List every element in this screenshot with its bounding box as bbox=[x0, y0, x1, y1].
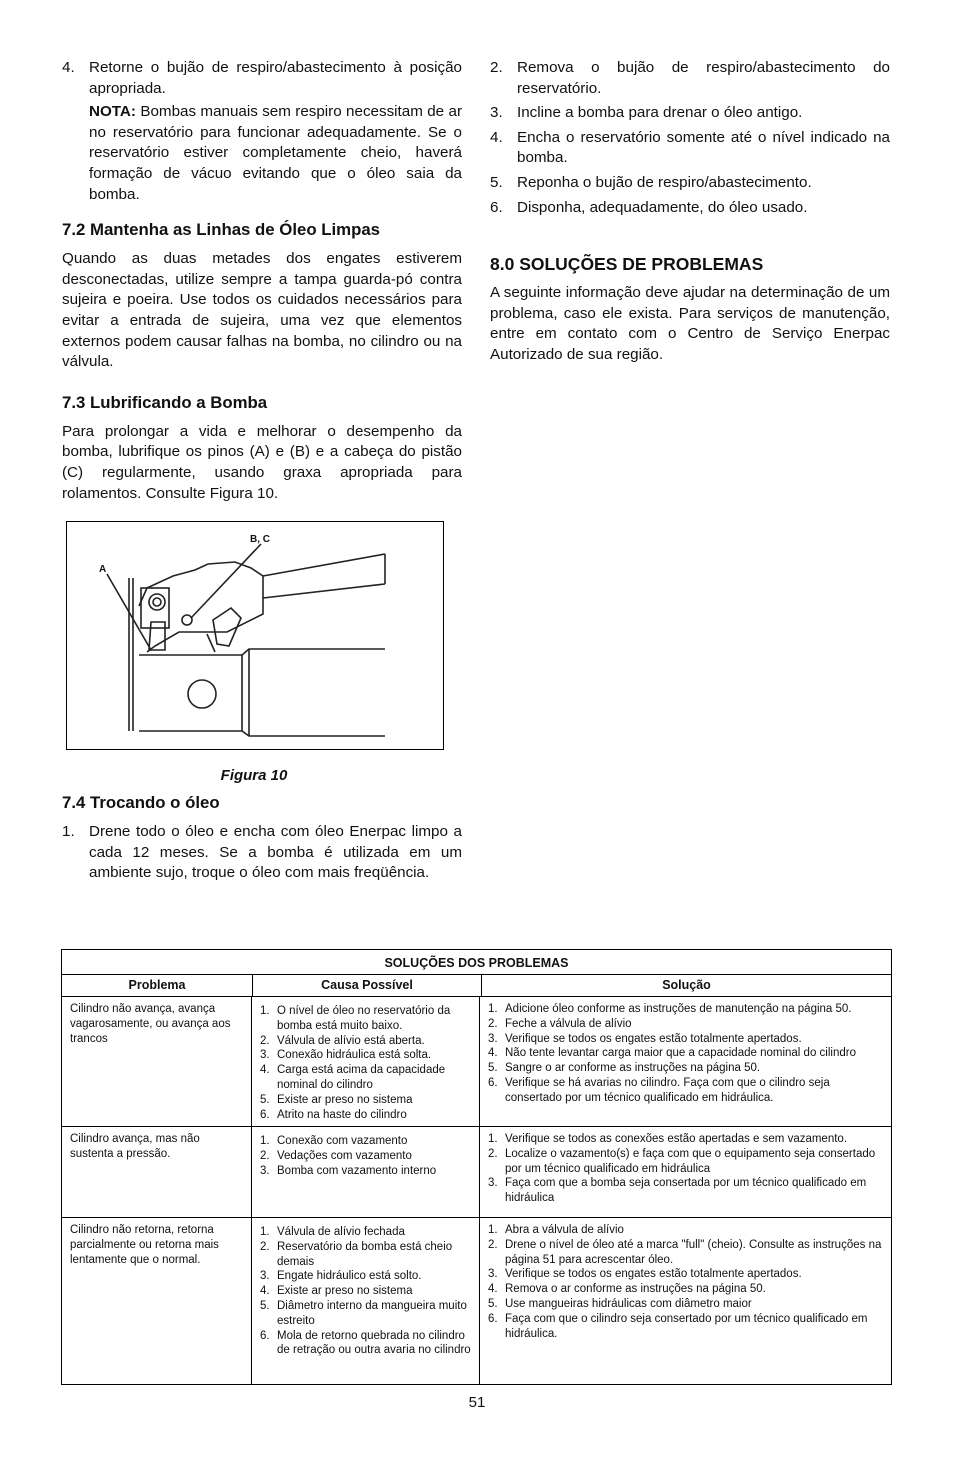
solution-item: 2. Feche a válvula de alívio bbox=[488, 1017, 632, 1030]
page-number: 51 bbox=[468, 1394, 486, 1411]
cause-cell bbox=[252, 1218, 480, 1384]
solution-item: 2. Drene o nível de óleo até a marca "full" (cheio). Consulte as instruções na página 51 para acrescentar óleo. bbox=[488, 1238, 882, 1266]
figure-10-pump-illustration bbox=[66, 521, 444, 750]
problem-cell: Cilindro avança, mas não sustenta a pressão. bbox=[62, 1127, 252, 1217]
solution-item: 1. Adicione óleo conforme as instruções de manutenção na página 50. bbox=[488, 1003, 852, 1015]
solution-item: 5. Use mangueiras hidráulicas com diâmetro maior bbox=[488, 1297, 752, 1310]
table-row bbox=[62, 1127, 891, 1218]
pump-drawing bbox=[67, 522, 443, 749]
list-item bbox=[62, 58, 462, 99]
note-paragraph bbox=[89, 102, 462, 205]
list-number: 6. bbox=[490, 198, 503, 216]
list-text: Encha o reservatório somente até o nível indicado na bomba. bbox=[517, 128, 890, 167]
cause-item: 3. Conexão hidráulica está solta. bbox=[260, 1049, 432, 1062]
solution-item: 4. Não tente levantar carga maior que a capacidade nominal do cilindro bbox=[488, 1047, 856, 1060]
cause-item: 2. Válvula de alívio está aberta. bbox=[260, 1034, 425, 1047]
list-text: Reponha o bujão de respiro/abastecimento. bbox=[517, 173, 812, 191]
list-item bbox=[490, 173, 890, 194]
figure-caption: Figura 10 bbox=[220, 767, 288, 785]
list-text: Remova o bujão de respiro/abastecimento do reservatório. bbox=[517, 59, 890, 97]
cause-item: 3. Bomba com vazamento interno bbox=[260, 1164, 437, 1177]
list-number: 4. bbox=[490, 128, 503, 146]
note-label: NOTA: bbox=[89, 103, 136, 121]
problem-cell: Cilindro não retorna, retorna parcialmente ou retorna mais lentamente que o normal. bbox=[62, 1218, 252, 1384]
column-header-problem: Problema bbox=[62, 975, 253, 996]
cause-cell bbox=[252, 997, 480, 1126]
solution-item: 6. Faça com que o cilindro seja consertado por um técnico qualificado em hidráulica. bbox=[488, 1312, 868, 1340]
solution-item: 3. Verifique se todos os engates estão totalmente apertados. bbox=[488, 1032, 802, 1045]
solution-item: 2. Localize o vazamento(s) e faça com que o equipamento seja consertado por um técnico qualificado em hidráulica bbox=[488, 1147, 876, 1175]
figure-label-a: A bbox=[99, 564, 107, 576]
cause-item: 2. Vedações com vazamento bbox=[260, 1149, 412, 1162]
list-text: Disponha, adequadamente, do óleo usado. bbox=[517, 198, 808, 216]
troubleshooting-table bbox=[61, 949, 892, 1385]
list-text: Retorne o bujão de respiro/abastecimento à posição apropriada. bbox=[89, 59, 462, 97]
list-number: 5. bbox=[490, 173, 503, 191]
section-heading-8-0: 8.0 SOLUÇÕES DE PROBLEMAS bbox=[490, 254, 764, 275]
solution-item: 5. Sangre o ar conforme as instruções na página 50. bbox=[488, 1062, 761, 1075]
section-text-7-3: Para prolongar a vida e melhorar o desempenho da bomba, lubrifique os pinos (A) e (B) e a cabeça do pistão (C) regularmente, usando graxa apropriada para rolamentos. Consulte Figura 10. bbox=[62, 422, 462, 502]
cause-item: 1. Válvula de alívio fechada bbox=[260, 1226, 405, 1238]
cause-item: 4. Carga está acima da capacidade nominal do cilindro bbox=[260, 1064, 446, 1091]
cause-item: 4. Existe ar preso no sistema bbox=[260, 1285, 413, 1298]
right-column bbox=[490, 58, 890, 366]
left-column bbox=[62, 58, 462, 884]
figure-label-bc: B, C bbox=[250, 534, 270, 546]
list-item bbox=[62, 822, 462, 884]
section-text-8-0: A seguinte informação deve ajudar na determinação de um problema, caso ele exista. Para serviços de manutenção, entre em contato com o Centro de Serviço Enerpac Autorizado de sua região. bbox=[490, 284, 890, 363]
table-header bbox=[62, 975, 891, 997]
cause-item: 2. Reservatório da bomba está cheio demais bbox=[260, 1240, 453, 1268]
solution-item: 3. Verifique se todos os engates estão totalmente apertados. bbox=[488, 1268, 802, 1281]
cause-item: 5. Existe ar preso no sistema bbox=[260, 1093, 413, 1106]
list-item bbox=[490, 103, 890, 124]
list-item bbox=[490, 58, 890, 99]
solution-item: 6. Verifique se há avarias no cilindro. Faça com que o cilindro seja consertado por um técnico qualificado em hidráulica. bbox=[488, 1076, 830, 1104]
list-text: Drene todo o óleo e encha com óleo Enerpac limpo a cada 12 meses. Se a bomba é utilizada em um ambiente sujo, troque o óleo com mais freqüência. bbox=[89, 823, 462, 882]
cause-item: 1. O nível de óleo no reservatório da bomba está muito baixo. bbox=[260, 1005, 451, 1032]
solution-item: 1. Verifique se todos as conexões estão apertadas e sem vazamento. bbox=[488, 1133, 848, 1145]
list-number: 2. bbox=[490, 59, 503, 76]
section-heading-7-2: 7.2 Mantenha as Linhas de Óleo Limpas bbox=[62, 220, 380, 240]
cause-item: 5. Diâmetro interno da mangueira muito estreito bbox=[260, 1299, 467, 1327]
section-heading-7-3: 7.3 Lubrificando a Bomba bbox=[62, 392, 268, 412]
solution-item: 1. Abra a válvula de alívio bbox=[488, 1224, 624, 1236]
section-heading-7-4: 7.4 Trocando o óleo bbox=[62, 793, 220, 813]
table-title: SOLUÇÕES DOS PROBLEMAS bbox=[62, 950, 891, 975]
step-list bbox=[62, 58, 462, 99]
table-row bbox=[62, 997, 891, 1127]
solution-item: 3. Faça com que a bomba seja consertada por um técnico qualificado em hidráulica bbox=[488, 1177, 867, 1205]
section-text-7-2: Quando as duas metades dos engates estiverem desconectadas, utilize sempre a tampa guarda-pó contra sujeira e poeira. Use todos os cuidados necessários para evitar a entrada de sujeira, uma vez que elementos externos podem causar falhas na bomba, no cilindro ou na válvula. bbox=[62, 250, 462, 371]
solution-cell bbox=[480, 1127, 891, 1217]
list-item bbox=[490, 128, 890, 169]
table-row bbox=[62, 1218, 891, 1384]
list-number: 3. bbox=[490, 104, 503, 122]
cause-item: 6. Atrito na haste do cilindro bbox=[260, 1108, 407, 1121]
list-item bbox=[490, 198, 890, 219]
list-number: 1. bbox=[62, 823, 75, 841]
solution-cell bbox=[480, 997, 891, 1126]
step-list-7-4 bbox=[62, 822, 462, 884]
problem-cell: Cilindro não avança, avança vagarosamente, ou avança aos trancos bbox=[62, 997, 252, 1126]
cause-item: 1. Conexão com vazamento bbox=[260, 1135, 408, 1147]
column-header-solution: Solução bbox=[662, 978, 711, 992]
list-text: Incline a bomba para drenar o óleo antigo. bbox=[517, 104, 803, 122]
cause-item: 3. Engate hidráulico está solto. bbox=[260, 1270, 422, 1283]
note-text: Bombas manuais sem respiro necessitam de ar no reservatório para funcionar adequadamente. Se o reservatório estiver completamente cheio, haverá formação de vácuo evitando que o óleo saia da bomba. bbox=[89, 103, 462, 203]
solution-item: 4. Remova o ar conforme as instruções na página 50. bbox=[488, 1283, 766, 1296]
cause-item: 6. Mola de retorno quebrada no cilindro de retração ou outra avaria no cilindro bbox=[260, 1329, 471, 1357]
column-header-cause: Causa Possível bbox=[253, 975, 482, 996]
cause-cell bbox=[252, 1127, 480, 1217]
step-list-right bbox=[490, 58, 890, 218]
list-number: 4. bbox=[62, 59, 75, 76]
solution-cell bbox=[480, 1218, 891, 1384]
